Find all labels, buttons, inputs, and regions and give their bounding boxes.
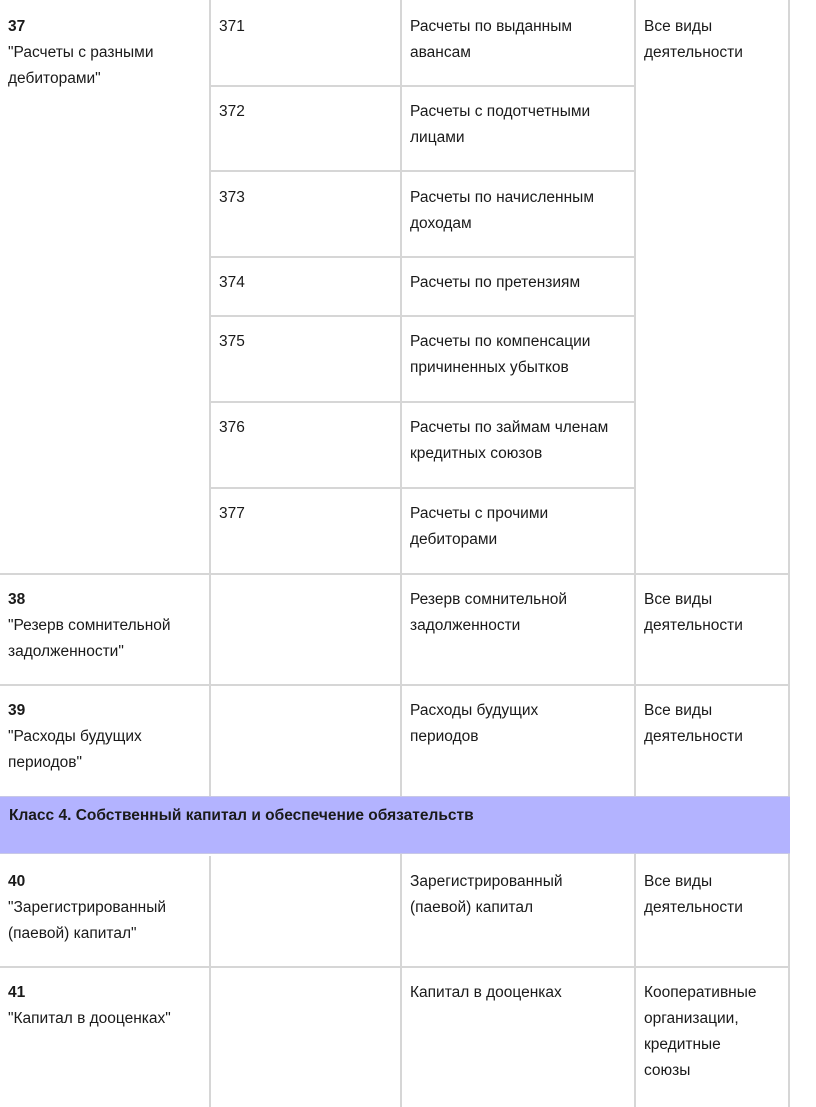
scope-cell: Все виды деятельности <box>644 702 743 745</box>
scope-cell: Все виды деятельности <box>644 873 743 916</box>
subaccount-name: Расчеты с подотчетными лицами <box>410 103 591 146</box>
account-39-cell <box>0 690 209 776</box>
account-code: 37 <box>8 18 26 35</box>
divider <box>209 575 211 685</box>
divider <box>0 573 790 575</box>
divider <box>209 256 636 258</box>
account-name: "Зарегистрированный (паевой) капитал" <box>8 899 167 942</box>
subaccount-code: 371 <box>219 18 245 35</box>
divider <box>209 85 636 87</box>
subaccount-name: Расчеты по займам членам кредитных союзов <box>410 419 609 462</box>
divider <box>209 686 211 796</box>
divider <box>0 966 790 968</box>
account-40-cell <box>0 861 209 947</box>
account-name: "Расходы будущих периодов" <box>8 728 142 771</box>
subaccount-name: Расчеты с прочими дебиторами <box>410 505 549 548</box>
divider <box>209 487 636 489</box>
divider <box>209 315 636 317</box>
account-description: Расходы будущих периодов <box>410 702 539 745</box>
account-code: 39 <box>8 702 26 719</box>
scope-cell: Все виды деятельности <box>644 18 743 61</box>
subaccount-code: 377 <box>219 505 245 522</box>
account-38-cell <box>0 579 209 665</box>
account-description: Капитал в дооценках <box>410 984 562 1001</box>
scope-cell: Кооперативные организации, кредитные союзы <box>644 984 757 1079</box>
account-description: Резерв сомнительной задолженности <box>410 591 568 634</box>
subaccount-code: 376 <box>219 419 245 436</box>
divider <box>209 967 211 1107</box>
account-41-cell <box>0 972 209 1032</box>
account-name: "Резерв сомнительной задолженности" <box>8 617 171 660</box>
account-code: 40 <box>8 873 26 890</box>
divider <box>788 0 790 1107</box>
divider <box>209 170 636 172</box>
scope-cell: Все виды деятельности <box>644 591 743 634</box>
divider <box>400 0 402 1107</box>
divider <box>209 856 211 966</box>
subaccount-name: Расчеты по компенсации причиненных убытков <box>410 333 591 376</box>
account-name: "Расчеты с разными дебиторами" <box>8 44 154 87</box>
subaccount-code: 372 <box>219 103 245 120</box>
account-description: Зарегистрированный (паевой) капитал <box>410 873 563 916</box>
account-name: "Капитал в дооценках" <box>8 1010 171 1027</box>
divider <box>209 401 636 403</box>
subaccount-name: Расчеты по выданным авансам <box>410 18 573 61</box>
divider <box>634 0 636 1107</box>
account-code: 38 <box>8 591 26 608</box>
account-code: 41 <box>8 984 26 1001</box>
subaccount-code: 374 <box>219 274 245 291</box>
subaccount-code: 373 <box>219 189 245 206</box>
subaccount-code: 375 <box>219 333 245 350</box>
account-37-cell <box>0 6 209 92</box>
class-header-title: Класс 4. Собственный капитал и обеспечение обязательств <box>9 807 474 824</box>
subaccount-name: Расчеты по начисленным доходам <box>410 189 594 232</box>
divider <box>0 684 790 686</box>
subaccount-name: Расчеты по претензиям <box>410 274 581 291</box>
